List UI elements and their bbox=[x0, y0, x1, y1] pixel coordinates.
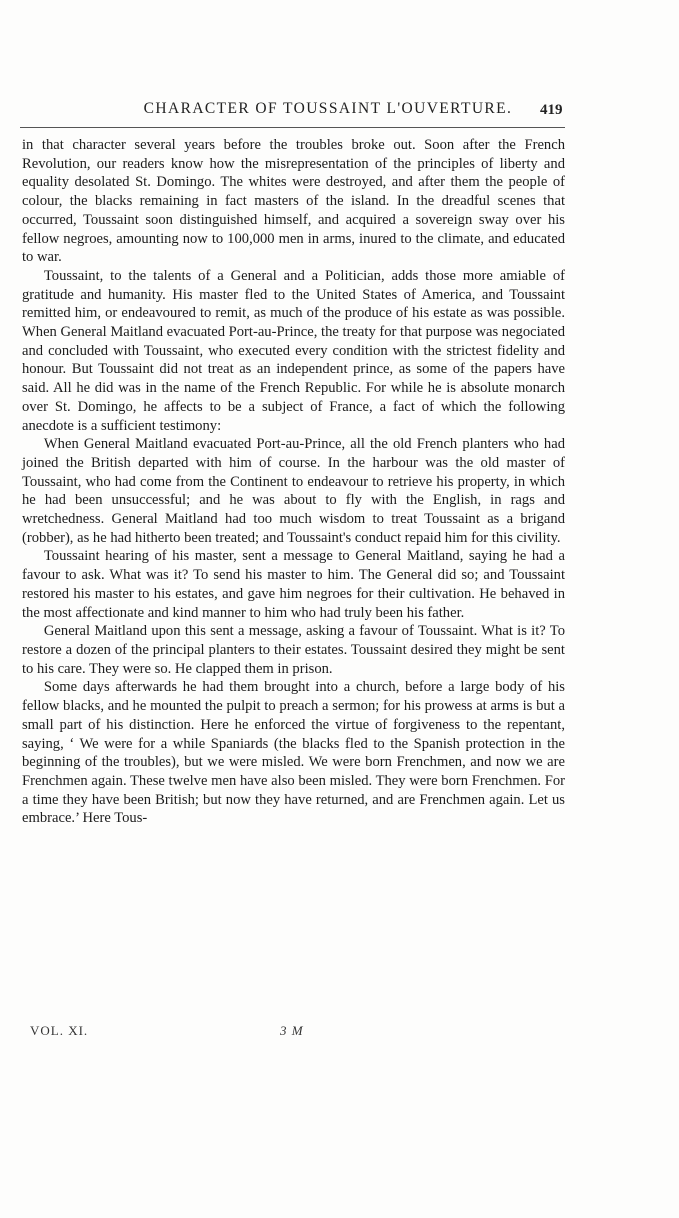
running-title: CHARACTER OF TOUSSAINT L'OUVERTURE. bbox=[143, 100, 513, 117]
signature-mark: 3 M bbox=[280, 1023, 304, 1038]
header-rule bbox=[20, 127, 565, 128]
paragraph: When General Maitland evacuated Port-au-Prince, all the old French planters who had joined the British departed with him of course. In the harbour was the old master of Toussaint, who had come from the Continent to endeavour to retrieve his property, in which he had been unsuccessful; and he was about to fly with the English, in rags and wretchedness. General Maitland had too much wisdom to treat Toussaint as a brigand (robber), as he had hitherto been treated; and Toussaint's conduct repaid him for this civility. bbox=[22, 436, 565, 546]
paragraph: Some days afterwards he had them brought into a church, before a large body of his fellow blacks, and he mounted the pulpit to preach a sermon; for his prowess at arms is but a small part of his distinction. Here he enforced the virtue of forgiveness to the repentant, saying, ‘ We were for a while Spaniards (the blacks fled to the Spanish protection in the beginning of the troubles), but we were misled. We were born Frenchmen, and now we are Frenchmen again. These twelve men have also been misled. They were born Frenchmen. For a time they have been British; but now they have returned, and are Frenchmen again. Let us embrace.’ Here Tous- bbox=[22, 679, 565, 827]
page-footer bbox=[22, 1023, 565, 1043]
paragraph: in that character several years before the troubles broke out. Soon after the French Revolution, our readers know how the misrepresentation of the principles of liberty and equality desolated St. Domingo. The whites were destroyed, and after them the people of colour, the blacks remaining in fact masters of the island. In the dreadful scenes that occurred, Toussaint soon distinguished himself, and acquired a sovereign sway over his fellow negroes, amounting now to 100,000 men in arms, inured to the climate, and educated to war. bbox=[22, 137, 565, 266]
page-number: 419 bbox=[540, 102, 563, 118]
paragraph: Toussaint hearing of his master, sent a message to General Maitland, saying he had a favour to ask. What was it? To send his master to him. The General did so; and Toussaint restored his master to his estates, and gave him negroes for their cultivation. He behaved in the most affectionate and kind manner to him who had truly been his father. bbox=[22, 548, 565, 621]
body-text bbox=[22, 136, 565, 828]
paragraph: General Maitland upon this sent a message, asking a favour of Toussaint. What is it? To restore a dozen of the principal planters to their estates. Toussaint desired they might be sent to his care. They were so. He clapped them in prison. bbox=[22, 623, 565, 677]
paragraph: Toussaint, to the talents of a General and a Politician, adds those more amiable of gratitude and humanity. His master fled to the United States of America, and Toussaint remitted him, or endeavoured to remit, as much of the produce of his estate as was possible. When General Maitland evacuated Port-au-Prince, the treaty for that purpose was negociated and concluded with Toussaint, who executed every condition with the strictest fidelity and honour. But Toussaint did not treat as an independent prince, as some of the papers have said. All he did was in the name of the French Republic. For while he is absolute monarch over St. Domingo, he affects to be a subject of France, a fact of which the following anecdote is a sufficient testimony: bbox=[22, 267, 565, 434]
volume-label: VOL. XI. bbox=[30, 1023, 89, 1038]
